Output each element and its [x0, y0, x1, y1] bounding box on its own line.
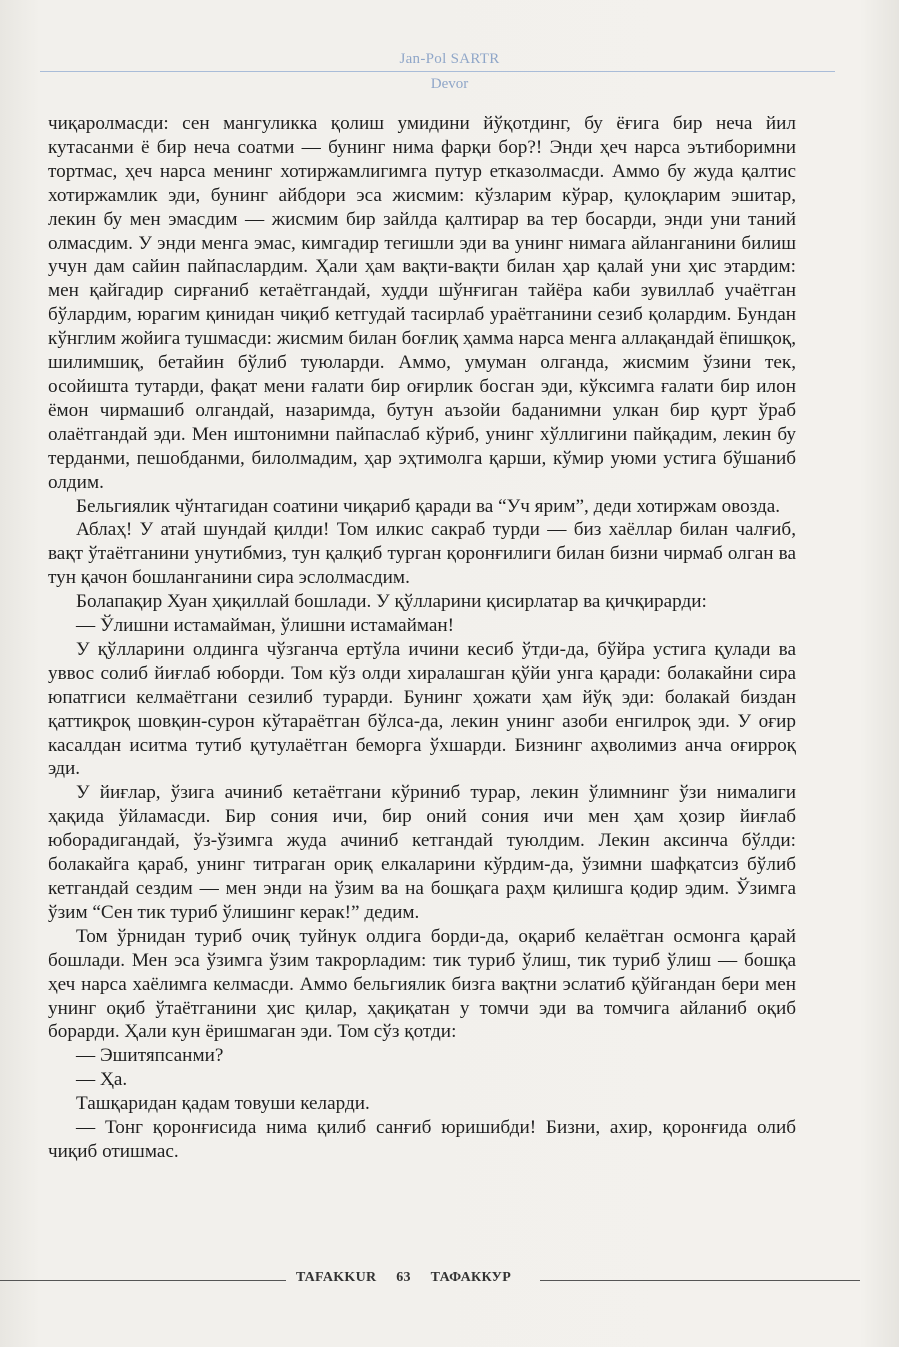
header-title: Devor — [430, 76, 469, 92]
footer-journal-latin: TAFAKKUR — [296, 1270, 377, 1285]
paragraph: — Ўлишни истамайман, ўлишни истамайман! — [76, 615, 455, 637]
footer-divider-right — [540, 1280, 860, 1281]
paragraph: У йиғлар, ўзига ачиниб кетаётгани кўриниб турар, лекин ўлимнинг ўзи нималиги ҳақида ўйламасди. Бир сония ичи, бир оний сония ичи мен ҳам ҳозир йиғлаб юборадигандай, ўз-ўзимга жуда ачиниб кетгандай туюлдим. Лекин аксинча бўлди: болакайга қараб, унинг титраган ориқ елкаларини кўрдим-да, ўзимни шафқатсиз бўлиб кетгандай сездим — мен энди на ўзим ва на бошқага раҳм қилишга қодир эдим. Ўзимга ўзим “Сен тик туриб ўлишинг керак!” дедим. — [48, 782, 796, 923]
footer-journal-cyrillic: ТАФАККУР — [430, 1270, 512, 1285]
footer-label — [296, 1270, 527, 1286]
paragraph: Том ўрнидан туриб очиқ туйнук олдига борди-да, оқариб келаётган осмонга қарай бошлади. Мен эса ўзимга ўзим такрорладим: тик туриб ўлиш, тик туриб ўлиш — бошқа ҳеч нарса хаёлимга келмасди. Аммо бельгиялик бизга вақтни эслатиб қўйгандан бери мен унинг оқиб ўтаётганини ҳис қилар, ҳақиқатан у томчи эди ва томчига айланиб оқиб борарди. Ҳали кун ёришмаган эди. Том сўз қотди: — [48, 925, 796, 1043]
running-footer — [0, 1268, 899, 1292]
paragraph: чиқаролмасди: сен мангуликка қолиш умидини йўқотдинг, бу ёғига бир неча йил кутасанми ё бир неча соатми — бунинг нима фарқи бор?! Энди ҳеч нарса эътиборимни тортмас, ҳеч нарса менинг хотиржамлигимга путур етказолмасди. Аммо бу жуда қалтис хотиржамлик эди, бунинг айбдори эса жисмим: кўзларим кўрар, қулоқларим эшитар, лекин бу мен эмасдим — жисмим бир зайлда қалтирар ва тер босарди, энди уни таний олмасдим. У энди менга эмас, кимгадир тегишли эди ва унинг нимага айланганини билиш учун дам сайин пайпаслардим. Ҳали ҳам вақти-вақти билан ҳар қалай уни ҳис этардим: мен қайгадир сирғаниб кетаётгандай, худди шўнғиган тайёра каби зувиллаб учаётган бўлардим, юрагим қинидан чиқиб кетгудай тасирлаб ураётганини сезиб қолардим. Бундан кўнглим жойига тушмасди: жисмим билан боғлиқ ҳамма нарса менга аллақандай ёпишқоқ, шилимшиқ, бетайин бўлиб туюларди. Аммо, умуман олганда, жисмим ўзини тек, осойишта тутарди, фақат мени ғалати бир оғирлик босган эди, кўксимга ғалати бир илон ёмон чирмашиб олгандай, назаримда, бутун аъзойи баданимни улкан бир қурт ўраб олаётгандай эди. Мен иштонимни пайпаслаб кўриб, унинг хўллигини пайқадим, лекин бу терданми, пешобданми, билолмадим, ҳар эҳтимолга қарши, кўмир уюми устига бўшаниб олдим. — [48, 113, 796, 493]
paragraph: — Эшитяпсанми? — [76, 1045, 224, 1067]
paragraph: — Ҳа. — [76, 1069, 128, 1091]
running-header — [0, 48, 899, 95]
header-divider — [40, 71, 835, 72]
paragraph: — Тонг қоронғисида нима қилиб санғиб юришибди! Бизни, ахир, қоронғида олиб чиқиб отишмас. — [48, 1117, 796, 1162]
paragraph: Аблаҳ! У атай шундай қилди! Том илкис сакраб турди — биз хаёллар билан чалғиб, вақт ўтаётганини унутибмиз, тун қалқиб турган қоронғилиги билан бизни чирмаб олган ва тун қачон бошланганини сира эслолмасдим. — [48, 519, 796, 589]
footer-divider-left — [0, 1280, 286, 1281]
header-author: Jan-Pol SARTR — [399, 51, 500, 67]
paragraph: Ташқаридан қадам товуши келарди. — [76, 1093, 370, 1115]
paragraph: Болапақир Хуан ҳиқиллай бошлади. У қўлларини қисирлатар ва қичқирарди: — [76, 591, 707, 613]
paragraph: У қўлларини олдинга чўзганча ертўла ичини кесиб ўтди-да, бўйра устига қулади ва уввос солиб йиғлаб юборди. Том кўз олди хиралашган қўйи унга қаради: болакайни сира юпатгиси келмаётгани сезилиб турарди. Бунинг ҳожати ҳам йўқ эди: болакай биздан қаттиқроқ шовқин-сурон кўтараётган бўлса-да, лекин унинг азоби енгилроқ эди. У оғир касалдан иситма тутиб қутулаётган беморга ўхшарди. Бизнинг аҳволимиз анча оғирроқ эди. — [48, 638, 796, 780]
paragraph: Бельгиялик чўнтагидан соатини чиқариб қаради ва “Уч ярим”, деди хотиржам овозда. — [76, 495, 781, 517]
article-body — [48, 112, 796, 1164]
page-number: 63 — [396, 1270, 411, 1285]
